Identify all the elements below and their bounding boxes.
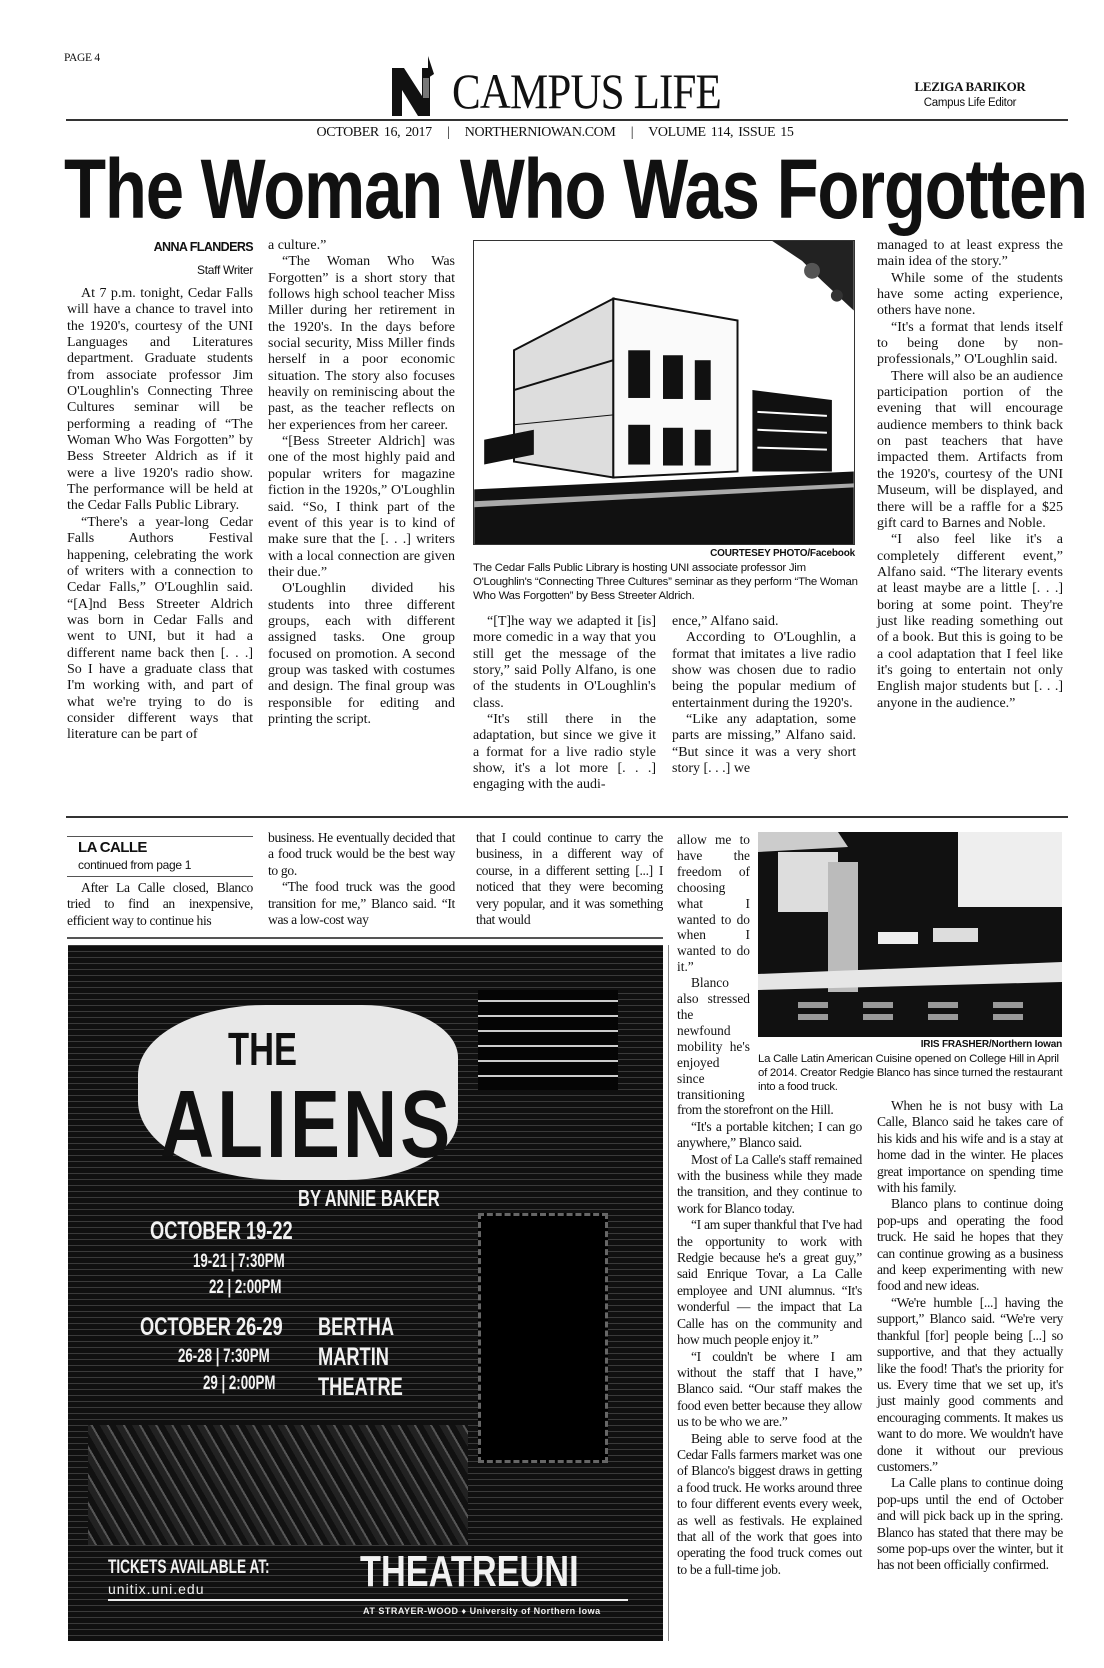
paragraph: La Calle plans to continue doing pop-ups until the end of October and will pick back up in the spring. Blanco has stated that there may be some pop-ups over the winter, but it has not been officially confirmed. [877,1475,1063,1573]
ad-run1-show1: 19-21 | 7:30PM [193,1251,285,1272]
paragraph: allow me to have the freedom of choosing what I wanted to do when I wanted to do it.” [677,832,750,975]
kicker-rule-top [67,836,253,837]
ad-run2-dates: OCTOBER 26-29 [140,1313,283,1341]
paragraph: “[T]he way we adapted it [is] more comedic in a way that you still get the message of the story,” said Polly Alfano, is one of the students in O'Loughlin's class. [473,614,656,711]
paragraph: “Like any adaptation, some parts are missing,” Alfano said. “But since it was a very short story [. . .] we [672,712,856,777]
theatre-advertisement [68,945,663,1641]
ad-brand-logo: THEATREUNI [360,1547,579,1596]
paragraph: business. He eventually decided that a food truck would be the best way to go. [268,830,455,878]
masthead-rule [66,119,1068,121]
article-column-3a [473,614,656,794]
photo-credit: IRIS FRASHER/Northern Iowan [920,1039,1062,1050]
paragraph: Being able to serve food at the Cedar Falls farmers market was one of Blanco's biggest draws in getting a food truck. He works around three to four different events every week, as well as festivals. He explained that all of the work that goes into operating the food truck comes out to be a full-time job. [677,1430,862,1577]
ad-tickets-link[interactable]: unitix.uni.edu [108,1581,205,1597]
ad-run1-dates: OCTOBER 19-22 [150,1217,293,1245]
separator: | [447,125,450,140]
la-calle-column-1 [67,880,253,929]
ad-run2-show2: 29 | 2:00PM [203,1373,276,1394]
kicker-rule-bottom [67,876,253,877]
ad-rubble [88,1425,468,1545]
paragraph: At 7 p.m. tonight, Cedar Falls will have a chance to travel into the 1920's, courtesy of the UNI Languages and Literatures department. Graduate students from associate professor Jim O'Loughlin's Connecting Three Cultures seminar will be performing a reading of “The Woman Who Was Forgotten” by Bess Streeter Aldrich as if it were a live 1920's radio show. The performance will be held at the Cedar Falls Public Library. [67,286,253,514]
la-calle-column-4-narrow [677,832,750,1102]
byline-role: Staff Writer [197,263,253,277]
ad-brand-subline: AT STRAYER-WOOD ♦ University of Northern Iowa [363,1606,601,1616]
paragraph: that I could continue to carry the business, in a different way of course, in a different setting [...] I noticed that they were becoming very popular, and it was something that would [476,830,663,928]
paragraph: Blanco also stressed the newfound mobility he's enjoyed since transitioning [677,975,750,1102]
ad-brand-rule [108,1599,628,1601]
paragraph: from the storefront on the Hill. [677,1102,834,1118]
paragraph: ence,” Alfano said. [672,614,779,629]
article-column-2 [268,238,455,728]
photo-credit: COURTESEY PHOTO/Facebook [710,548,855,559]
paragraph: “It's a format that lends itself to being done by non-professionals,” O'Loughlin said. [877,319,1063,368]
paragraph: “There's a year-long Cedar Falls Authors Festival happening, celebrating the work of writers with a connection to Cedar Falls,” O'Loughlin said. “[A]nd Bess Streeter Aldrich was born in Cedar Falls and went to UNI, but it had a different name back then [. . .] So I have a graduate class that I'm working with, and part of what we're trying to do is consider different ways that literature can be part of [67,514,253,743]
la-calle-column-3 [476,830,663,928]
ad-venue-line1: BERTHA [318,1313,395,1341]
website: NORTHERNIOWAN.COM [464,125,616,140]
paragraph: “I also feel like it's a completely different event,” Alfano said. “The literary events at least maybe are a little [. . .] boring at some point. They're just like reading something out of a book. But this is going to be a cool adaptation that I feel like it's going to entertain not only English major students but [. . .] anyone in the audience.” [877,532,1063,711]
section-divider [66,816,1068,818]
editor-name: LEZIGA BARIKOR [914,79,1026,94]
la-calle-column-5 [877,1098,1063,1574]
ad-title: ALIENS [160,1071,454,1178]
ad-door [478,1213,608,1463]
section-title: CAMPUS LIFE [452,63,721,119]
kicker-label: LA CALLE [78,839,147,856]
ad-venue-line3: THEATRE [318,1373,403,1401]
paragraph: a culture.” [268,238,327,253]
library-building-photo [473,240,855,545]
ad-vent [478,990,618,1090]
paragraph: “We're humble [...] having the support,” Blanco said. “We're very thankful [for] people being [...] so supportive, and that they actually like the food! That's the priority for us. Every time that we set up, it's just mainly good comments and encouraging comments. It makes us want to do more. We wouldn't have done it without our previous customers.” [877,1294,1063,1474]
la-calle-column-4 [677,1102,862,1578]
byline-author: ANNA FLANDERS [153,240,253,254]
article-column-1 [67,286,253,744]
paragraph: “I couldn't be where I am without the staff that I have,” Blanco said. “Our staff makes the food even better because they allow us to be who we are.” [677,1348,862,1430]
paragraph: managed to at least express the main idea of the story.” [877,238,1063,270]
paragraph: “It's a portable kitchen; I can go anywhere,” Blanco said. [677,1118,862,1151]
article-column-3b [672,614,856,777]
editor-title: Campus Life Editor [923,97,1017,109]
paragraph: “The Woman Who Was Forgotten” is a short story that follows high school teacher Miss Miller during her retirement in the 1920's. In the days before social security, Miss Miller finds herself in a poor economic situation. The story also focuses heavily on reminiscing about the past, as the teacher reflects on her experiences from her career. [268,254,455,433]
separator: | [630,125,634,140]
la-calle-column-2 [268,830,455,928]
dateline [0,125,1104,141]
issue-date: OCTOBER 16, 2017 [316,125,432,140]
paragraph: After La Calle closed, Blanco tried to find an inexpensive, efficient way to continue his [67,880,253,928]
ad-title-small: THE [228,1023,297,1075]
paragraph: There will also be an audience participation portion of the evening that will encourage audience members to think back on past teachers that have impacted them. Artifacts from the 1920's, courtesy of the UNI Museum, will be displayed, and there will be a raffle for a $25 gift card to Barnes and Noble. [877,368,1063,531]
ad-tickets-label: TICKETS AVAILABLE AT: [108,1557,270,1578]
paragraph: While some of the students have some acting experience, others have none. [877,270,1063,319]
page-number: PAGE 4 [64,52,100,64]
ad-run1-show2: 22 | 2:00PM [209,1277,282,1298]
paragraph: “It's still there in the adaptation, but since we give it a format for a live radio style show, it's a lot more [. . .] engaging with the audi- [473,712,656,793]
column-divider [668,945,669,1641]
paragraph: O'Loughlin divided his students into three different groups, each with different assigned tasks. One group focused on promotion. A second group was tasked with costumes and design. The final group was responsible for editing and printing the script. [268,581,455,727]
ad-byline: BY ANNIE BAKER [298,1185,440,1211]
paragraph: Most of La Calle's staff remained with the business while they made the transition, and they continue to work for Blanco today. [677,1151,862,1216]
paragraph: “I am super thankful that I've had the opportunity to work with Redgie because he's a great guy,” said Enrique Tovar, a La Calle employee and UNI alumnus. “It's wonderful — the impact that La Calle has on the community and how much people enjoy it.” [677,1217,862,1348]
paragraph: “The food truck was the good transition for me,” Blanco said. “It was a low-cost way [268,879,455,928]
paragraph: When he is not busy with La Calle, Blanco said he takes care of his kids and his wife and is a stay at home dad in the winter. He places great importance on spending time with his family. [877,1098,1063,1196]
volume-issue: VOLUME 114, ISSUE 15 [648,125,794,140]
article-column-4 [877,238,1063,712]
ad-venue-line2: MARTIN [318,1343,389,1371]
headline: The Woman Who Was Forgotten [64,142,1087,236]
photo-caption: The Cedar Falls Public Library is hosting UNI associate professor Jim O'Loughlin's “Connecting Three Cultures” seminar as they perform “The Woman Who Was Forgotten” by Bess Streeter Aldrich. [473,562,858,602]
ad-top-rule [67,937,663,939]
paragraph: “[Bess Streeter Aldrich] was one of the most highly paid and popular writers for magazine fiction in the 1920s,” O'Loughlin said. “So, I think part of the event of this year is to kind of make sure that the [. . .] writers with a local connection are given their due.” [268,434,455,580]
paragraph: According to O'Loughlin, a format that imitates a live radio show was chosen due to radio being the popular medium of entertainment during the 1920's. [672,630,856,711]
jump-line: continued from page 1 [78,858,192,872]
northern-iowan-logo-icon [390,54,448,118]
ad-run2-show1: 26-28 | 7:30PM [178,1346,270,1367]
photo-caption: La Calle Latin American Cuisine opened on College Hill in April of 2014. Creator Redgie Blanco has since turned the restaurant into a food truck. [758,1053,1063,1093]
food-truck-photo [758,832,1062,1037]
paragraph: Blanco plans to continue doing pop-ups and operating the food truck. He said he hopes that they can continue growing as a business and keep experimenting with new food and new ideas. [877,1196,1063,1294]
